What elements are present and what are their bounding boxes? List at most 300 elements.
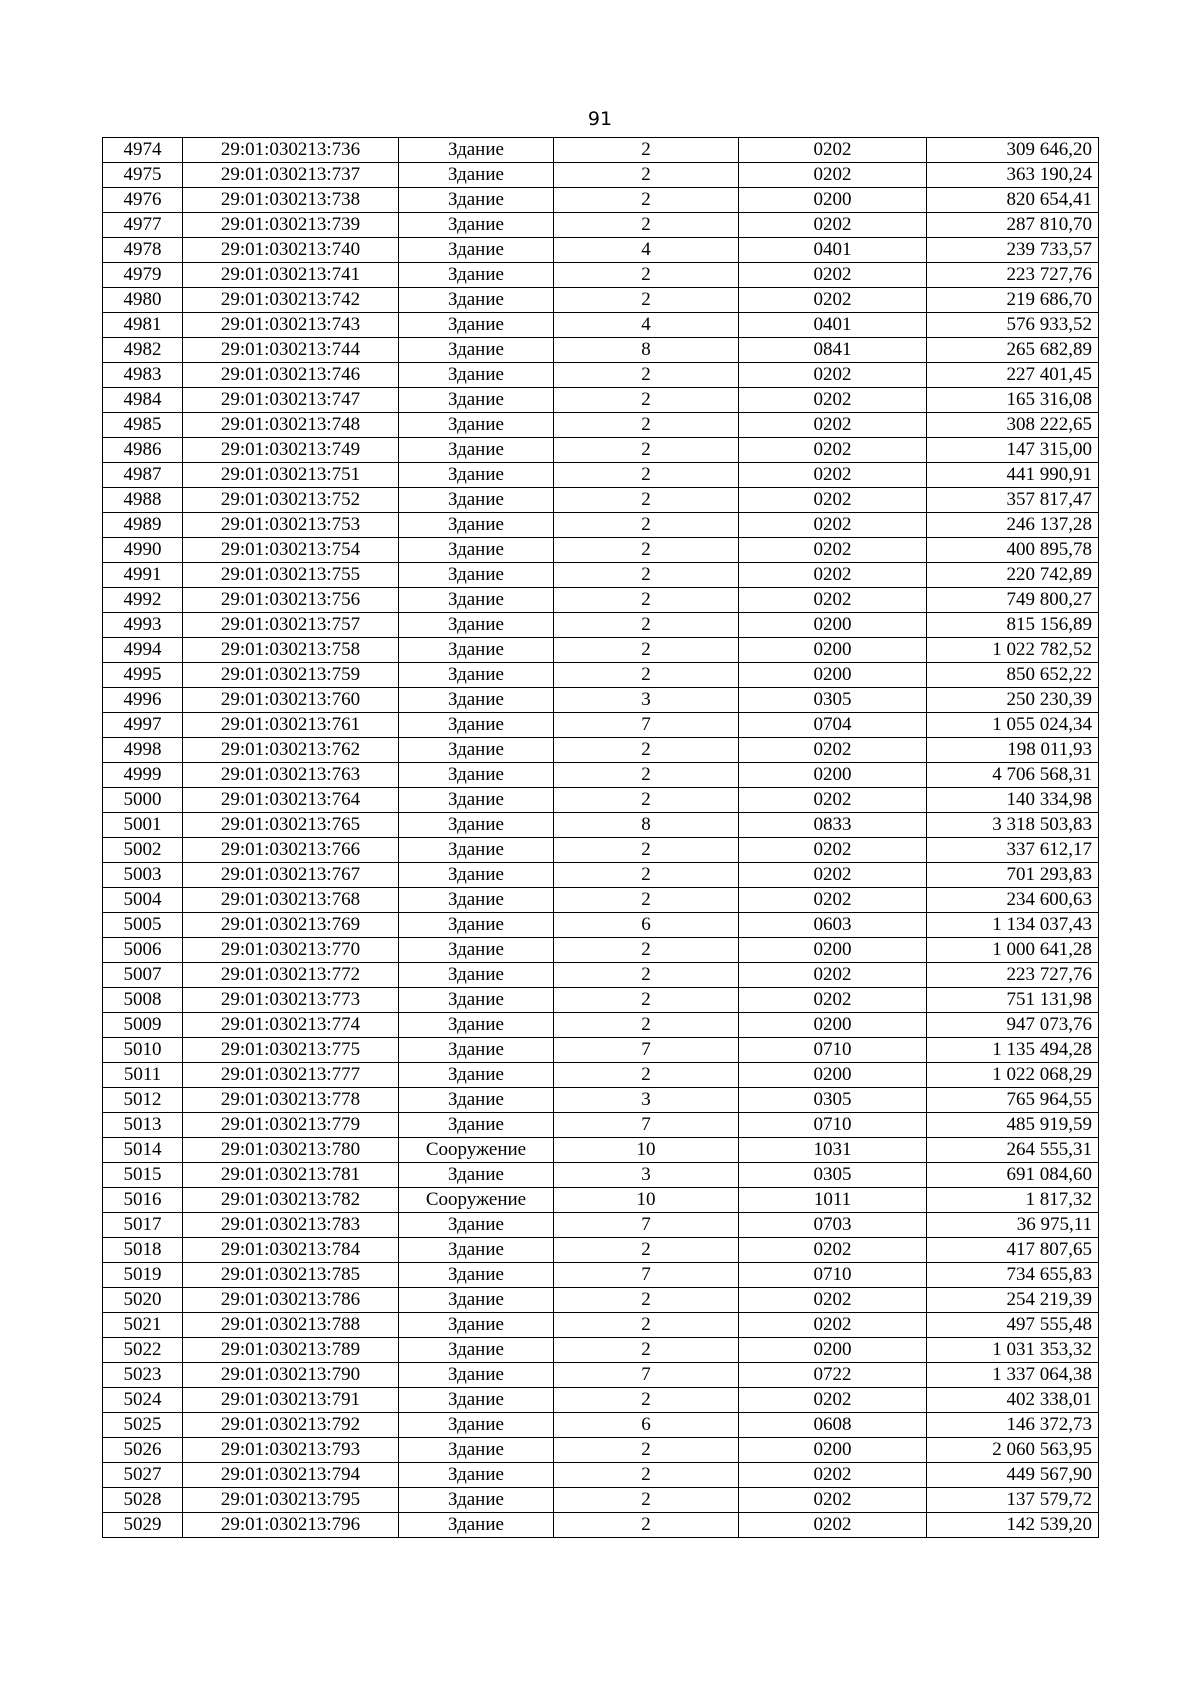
object-type-cell: Здание	[399, 638, 554, 663]
group-cell: 2	[554, 963, 739, 988]
subgroup-code-cell: 0202	[739, 463, 927, 488]
table-row	[103, 1013, 1099, 1038]
row-number-cell: 5020	[103, 1288, 183, 1313]
subgroup-code-cell: 0202	[739, 163, 927, 188]
cadastral-number-cell: 29:01:030213:761	[183, 713, 399, 738]
cadastral-number-cell: 29:01:030213:743	[183, 313, 399, 338]
cadastral-value-cell: 2 060 563,95	[927, 1438, 1099, 1463]
cadastral-number-cell: 29:01:030213:763	[183, 763, 399, 788]
row-number-cell: 5001	[103, 813, 183, 838]
subgroup-code-cell: 1011	[739, 1188, 927, 1213]
cadastral-value-cell: 691 084,60	[927, 1163, 1099, 1188]
row-number-cell: 5006	[103, 938, 183, 963]
row-number-cell: 5019	[103, 1263, 183, 1288]
group-cell: 2	[554, 663, 739, 688]
object-type-cell: Сооружение	[399, 1188, 554, 1213]
cadastral-value-cell: 734 655,83	[927, 1263, 1099, 1288]
subgroup-code-cell: 0202	[739, 788, 927, 813]
table-row	[103, 938, 1099, 963]
table-row	[103, 713, 1099, 738]
object-type-cell: Здание	[399, 1238, 554, 1263]
subgroup-code-cell: 0305	[739, 1088, 927, 1113]
cadastral-value-cell: 441 990,91	[927, 463, 1099, 488]
table-row	[103, 413, 1099, 438]
cadastral-number-cell: 29:01:030213:766	[183, 838, 399, 863]
table-row	[103, 1188, 1099, 1213]
cadastral-number-cell: 29:01:030213:762	[183, 738, 399, 763]
group-cell: 2	[554, 188, 739, 213]
object-type-cell: Здание	[399, 938, 554, 963]
group-cell: 3	[554, 1163, 739, 1188]
object-type-cell: Здание	[399, 513, 554, 538]
cadastral-value-cell: 165 316,08	[927, 388, 1099, 413]
cadastral-value-cell: 1 022 068,29	[927, 1063, 1099, 1088]
cadastral-number-cell: 29:01:030213:748	[183, 413, 399, 438]
cadastral-number-cell: 29:01:030213:794	[183, 1463, 399, 1488]
cadastral-value-cell: 137 579,72	[927, 1488, 1099, 1513]
table-row	[103, 513, 1099, 538]
cadastral-value-cell: 1 337 064,38	[927, 1363, 1099, 1388]
row-number-cell: 5014	[103, 1138, 183, 1163]
row-number-cell: 4999	[103, 763, 183, 788]
group-cell: 2	[554, 863, 739, 888]
cadastral-value-cell: 850 652,22	[927, 663, 1099, 688]
table-row	[103, 213, 1099, 238]
subgroup-code-cell: 0202	[739, 438, 927, 463]
table-row	[103, 1213, 1099, 1238]
cadastral-value-cell: 497 555,48	[927, 1313, 1099, 1338]
cadastral-value-cell: 449 567,90	[927, 1463, 1099, 1488]
group-cell: 2	[554, 438, 739, 463]
cadastral-value-cell: 400 895,78	[927, 538, 1099, 563]
row-number-cell: 5018	[103, 1238, 183, 1263]
group-cell: 2	[554, 1288, 739, 1313]
cadastral-number-cell: 29:01:030213:742	[183, 288, 399, 313]
group-cell: 2	[554, 1488, 739, 1513]
cadastral-value-cell: 223 727,76	[927, 963, 1099, 988]
cadastral-number-cell: 29:01:030213:774	[183, 1013, 399, 1038]
table-row	[103, 1463, 1099, 1488]
group-cell: 2	[554, 388, 739, 413]
table-row	[103, 1288, 1099, 1313]
table-row	[103, 1388, 1099, 1413]
row-number-cell: 5023	[103, 1363, 183, 1388]
table-row	[103, 338, 1099, 363]
table-row	[103, 688, 1099, 713]
group-cell: 2	[554, 538, 739, 563]
subgroup-code-cell: 0202	[739, 1513, 927, 1538]
group-cell: 2	[554, 1063, 739, 1088]
object-type-cell: Здание	[399, 1088, 554, 1113]
object-type-cell: Здание	[399, 1013, 554, 1038]
subgroup-code-cell: 0841	[739, 338, 927, 363]
subgroup-code-cell: 0703	[739, 1213, 927, 1238]
object-type-cell: Здание	[399, 413, 554, 438]
cadastral-number-cell: 29:01:030213:790	[183, 1363, 399, 1388]
cadastral-value-cell: 246 137,28	[927, 513, 1099, 538]
cadastral-number-cell: 29:01:030213:775	[183, 1038, 399, 1063]
object-type-cell: Здание	[399, 488, 554, 513]
cadastral-value-cell: 3 318 503,83	[927, 813, 1099, 838]
cadastral-number-cell: 29:01:030213:777	[183, 1063, 399, 1088]
row-number-cell: 5002	[103, 838, 183, 863]
group-cell: 2	[554, 1388, 739, 1413]
row-number-cell: 4985	[103, 413, 183, 438]
object-type-cell: Здание	[399, 863, 554, 888]
cadastral-number-cell: 29:01:030213:739	[183, 213, 399, 238]
subgroup-code-cell: 0202	[739, 1388, 927, 1413]
cadastral-value-cell: 815 156,89	[927, 613, 1099, 638]
group-cell: 2	[554, 1438, 739, 1463]
cadastral-number-cell: 29:01:030213:753	[183, 513, 399, 538]
table-row	[103, 163, 1099, 188]
object-type-cell: Здание	[399, 1388, 554, 1413]
cadastral-value-cell: 820 654,41	[927, 188, 1099, 213]
table-row	[103, 1313, 1099, 1338]
subgroup-code-cell: 0710	[739, 1263, 927, 1288]
object-type-cell: Здание	[399, 888, 554, 913]
group-cell: 2	[554, 838, 739, 863]
object-type-cell: Здание	[399, 163, 554, 188]
cadastral-number-cell: 29:01:030213:767	[183, 863, 399, 888]
group-cell: 2	[554, 888, 739, 913]
object-type-cell: Здание	[399, 838, 554, 863]
cadastral-number-cell: 29:01:030213:757	[183, 613, 399, 638]
cadastral-number-cell: 29:01:030213:736	[183, 138, 399, 163]
cadastral-value-cell: 223 727,76	[927, 263, 1099, 288]
cadastral-value-cell: 250 230,39	[927, 688, 1099, 713]
cadastral-number-cell: 29:01:030213:755	[183, 563, 399, 588]
object-type-cell: Здание	[399, 213, 554, 238]
group-cell: 2	[554, 488, 739, 513]
cadastral-number-cell: 29:01:030213:770	[183, 938, 399, 963]
cadastral-value-cell: 357 817,47	[927, 488, 1099, 513]
table-row	[103, 788, 1099, 813]
row-number-cell: 4988	[103, 488, 183, 513]
subgroup-code-cell: 0833	[739, 813, 927, 838]
row-number-cell: 4993	[103, 613, 183, 638]
cadastral-number-cell: 29:01:030213:765	[183, 813, 399, 838]
cadastral-number-cell: 29:01:030213:752	[183, 488, 399, 513]
row-number-cell: 4992	[103, 588, 183, 613]
subgroup-code-cell: 0200	[739, 1338, 927, 1363]
table-row	[103, 1338, 1099, 1363]
row-number-cell: 5026	[103, 1438, 183, 1463]
group-cell: 2	[554, 988, 739, 1013]
cadastral-value-cell: 1 031 353,32	[927, 1338, 1099, 1363]
group-cell: 2	[554, 1238, 739, 1263]
page-number: 91	[587, 108, 613, 130]
group-cell: 2	[554, 738, 739, 763]
group-cell: 2	[554, 788, 739, 813]
table-row	[103, 1163, 1099, 1188]
row-number-cell: 5025	[103, 1413, 183, 1438]
table-row	[103, 913, 1099, 938]
object-type-cell: Здание	[399, 1413, 554, 1438]
group-cell: 6	[554, 913, 739, 938]
cadastral-value-cell: 4 706 568,31	[927, 763, 1099, 788]
subgroup-code-cell: 0722	[739, 1363, 927, 1388]
group-cell: 2	[554, 1338, 739, 1363]
cadastral-value-cell: 287 810,70	[927, 213, 1099, 238]
row-number-cell: 4974	[103, 138, 183, 163]
table-row	[103, 738, 1099, 763]
cadastral-number-cell: 29:01:030213:793	[183, 1438, 399, 1463]
subgroup-code-cell: 0202	[739, 288, 927, 313]
table-row	[103, 963, 1099, 988]
object-type-cell: Здание	[399, 588, 554, 613]
cadastral-number-cell: 29:01:030213:756	[183, 588, 399, 613]
subgroup-code-cell: 0200	[739, 1438, 927, 1463]
group-cell: 2	[554, 463, 739, 488]
row-number-cell: 4994	[103, 638, 183, 663]
object-type-cell: Здание	[399, 138, 554, 163]
cadastral-number-cell: 29:01:030213:772	[183, 963, 399, 988]
table-row	[103, 188, 1099, 213]
table-row	[103, 813, 1099, 838]
object-type-cell: Здание	[399, 763, 554, 788]
group-cell: 2	[554, 1513, 739, 1538]
object-type-cell: Здание	[399, 1488, 554, 1513]
row-number-cell: 4976	[103, 188, 183, 213]
row-number-cell: 4998	[103, 738, 183, 763]
row-number-cell: 5011	[103, 1063, 183, 1088]
group-cell: 2	[554, 288, 739, 313]
object-type-cell: Здание	[399, 388, 554, 413]
object-type-cell: Здание	[399, 1338, 554, 1363]
object-type-cell: Здание	[399, 313, 554, 338]
subgroup-code-cell: 1031	[739, 1138, 927, 1163]
object-type-cell: Сооружение	[399, 1138, 554, 1163]
table-row	[103, 363, 1099, 388]
subgroup-code-cell: 0401	[739, 238, 927, 263]
object-type-cell: Здание	[399, 1288, 554, 1313]
group-cell: 2	[554, 1463, 739, 1488]
row-number-cell: 5013	[103, 1113, 183, 1138]
row-number-cell: 5016	[103, 1188, 183, 1213]
cadastral-value-cell: 749 800,27	[927, 588, 1099, 613]
row-number-cell: 4979	[103, 263, 183, 288]
cadastral-value-cell: 1 022 782,52	[927, 638, 1099, 663]
group-cell: 7	[554, 1363, 739, 1388]
table-row	[103, 863, 1099, 888]
row-number-cell: 5000	[103, 788, 183, 813]
subgroup-code-cell: 0202	[739, 563, 927, 588]
cadastral-value-cell: 1 055 024,34	[927, 713, 1099, 738]
cadastral-number-cell: 29:01:030213:744	[183, 338, 399, 363]
row-number-cell: 5005	[103, 913, 183, 938]
group-cell: 2	[554, 763, 739, 788]
table-row	[103, 888, 1099, 913]
cadastral-number-cell: 29:01:030213:740	[183, 238, 399, 263]
subgroup-code-cell: 0202	[739, 263, 927, 288]
subgroup-code-cell: 0710	[739, 1038, 927, 1063]
table-row	[103, 638, 1099, 663]
object-type-cell: Здание	[399, 438, 554, 463]
cadastral-number-cell: 29:01:030213:788	[183, 1313, 399, 1338]
subgroup-code-cell: 0608	[739, 1413, 927, 1438]
table-row	[103, 663, 1099, 688]
table-row	[103, 238, 1099, 263]
cadastral-number-cell: 29:01:030213:749	[183, 438, 399, 463]
table-row	[103, 613, 1099, 638]
cadastral-value-table	[102, 137, 1099, 1538]
object-type-cell: Здание	[399, 463, 554, 488]
cadastral-value-cell: 36 975,11	[927, 1213, 1099, 1238]
table-row	[103, 1238, 1099, 1263]
subgroup-code-cell: 0305	[739, 1163, 927, 1188]
cadastral-value-cell: 309 646,20	[927, 138, 1099, 163]
table-row	[103, 988, 1099, 1013]
cadastral-value-cell: 576 933,52	[927, 313, 1099, 338]
row-number-cell: 4997	[103, 713, 183, 738]
subgroup-code-cell: 0202	[739, 388, 927, 413]
cadastral-value-cell: 227 401,45	[927, 363, 1099, 388]
table-row	[103, 1113, 1099, 1138]
cadastral-value-cell: 239 733,57	[927, 238, 1099, 263]
subgroup-code-cell: 0202	[739, 538, 927, 563]
cadastral-number-cell: 29:01:030213:785	[183, 1263, 399, 1288]
subgroup-code-cell: 0401	[739, 313, 927, 338]
table-row	[103, 1413, 1099, 1438]
cadastral-value-cell: 142 539,20	[927, 1513, 1099, 1538]
row-number-cell: 5003	[103, 863, 183, 888]
cadastral-value-cell: 1 000 641,28	[927, 938, 1099, 963]
table-row	[103, 1088, 1099, 1113]
object-type-cell: Здание	[399, 363, 554, 388]
subgroup-code-cell: 0202	[739, 413, 927, 438]
row-number-cell: 5008	[103, 988, 183, 1013]
group-cell: 4	[554, 238, 739, 263]
group-cell: 7	[554, 1213, 739, 1238]
cadastral-value-cell: 220 742,89	[927, 563, 1099, 588]
row-number-cell: 5012	[103, 1088, 183, 1113]
row-number-cell: 5007	[103, 963, 183, 988]
cadastral-number-cell: 29:01:030213:779	[183, 1113, 399, 1138]
group-cell: 2	[554, 263, 739, 288]
cadastral-value-cell: 265 682,89	[927, 338, 1099, 363]
cadastral-number-cell: 29:01:030213:768	[183, 888, 399, 913]
group-cell: 2	[554, 938, 739, 963]
object-type-cell: Здание	[399, 1113, 554, 1138]
table-row	[103, 488, 1099, 513]
group-cell: 7	[554, 1038, 739, 1063]
object-type-cell: Здание	[399, 613, 554, 638]
object-type-cell: Здание	[399, 713, 554, 738]
group-cell: 7	[554, 1113, 739, 1138]
object-type-cell: Здание	[399, 788, 554, 813]
cadastral-value-cell: 219 686,70	[927, 288, 1099, 313]
subgroup-code-cell: 0200	[739, 188, 927, 213]
row-number-cell: 5021	[103, 1313, 183, 1338]
object-type-cell: Здание	[399, 1438, 554, 1463]
cadastral-number-cell: 29:01:030213:747	[183, 388, 399, 413]
row-number-cell: 4991	[103, 563, 183, 588]
group-cell: 2	[554, 613, 739, 638]
cadastral-value-cell: 947 073,76	[927, 1013, 1099, 1038]
object-type-cell: Здание	[399, 563, 554, 588]
row-number-cell: 4986	[103, 438, 183, 463]
group-cell: 2	[554, 638, 739, 663]
subgroup-code-cell: 0202	[739, 1238, 927, 1263]
group-cell: 7	[554, 1263, 739, 1288]
row-number-cell: 4980	[103, 288, 183, 313]
table-row	[103, 1063, 1099, 1088]
group-cell: 6	[554, 1413, 739, 1438]
cadastral-number-cell: 29:01:030213:784	[183, 1238, 399, 1263]
group-cell: 2	[554, 1013, 739, 1038]
subgroup-code-cell: 0202	[739, 213, 927, 238]
cadastral-value-cell: 254 219,39	[927, 1288, 1099, 1313]
cadastral-number-cell: 29:01:030213:741	[183, 263, 399, 288]
cadastral-value-cell: 417 807,65	[927, 1238, 1099, 1263]
group-cell: 3	[554, 688, 739, 713]
object-type-cell: Здание	[399, 263, 554, 288]
cadastral-number-cell: 29:01:030213:758	[183, 638, 399, 663]
subgroup-code-cell: 0202	[739, 1463, 927, 1488]
table-row	[103, 1038, 1099, 1063]
object-type-cell: Здание	[399, 913, 554, 938]
table-body	[103, 138, 1099, 1538]
cadastral-value-cell: 701 293,83	[927, 863, 1099, 888]
cadastral-number-cell: 29:01:030213:778	[183, 1088, 399, 1113]
object-type-cell: Здание	[399, 288, 554, 313]
subgroup-code-cell: 0202	[739, 1288, 927, 1313]
table-row	[103, 563, 1099, 588]
row-number-cell: 5009	[103, 1013, 183, 1038]
row-number-cell: 4990	[103, 538, 183, 563]
table-row	[103, 763, 1099, 788]
cadastral-value-cell: 147 315,00	[927, 438, 1099, 463]
cadastral-number-cell: 29:01:030213:783	[183, 1213, 399, 1238]
cadastral-number-cell: 29:01:030213:789	[183, 1338, 399, 1363]
subgroup-code-cell: 0200	[739, 763, 927, 788]
table-row	[103, 313, 1099, 338]
cadastral-value-cell: 485 919,59	[927, 1113, 1099, 1138]
subgroup-code-cell: 0202	[739, 588, 927, 613]
object-type-cell: Здание	[399, 963, 554, 988]
cadastral-number-cell: 29:01:030213:781	[183, 1163, 399, 1188]
cadastral-number-cell: 29:01:030213:760	[183, 688, 399, 713]
group-cell: 2	[554, 563, 739, 588]
group-cell: 2	[554, 1313, 739, 1338]
table-row	[103, 463, 1099, 488]
object-type-cell: Здание	[399, 1163, 554, 1188]
cadastral-number-cell: 29:01:030213:738	[183, 188, 399, 213]
cadastral-value-cell: 363 190,24	[927, 163, 1099, 188]
object-type-cell: Здание	[399, 1313, 554, 1338]
subgroup-code-cell: 0200	[739, 638, 927, 663]
subgroup-code-cell: 0202	[739, 888, 927, 913]
row-number-cell: 4984	[103, 388, 183, 413]
group-cell: 2	[554, 163, 739, 188]
cadastral-number-cell: 29:01:030213:737	[183, 163, 399, 188]
cadastral-number-cell: 29:01:030213:764	[183, 788, 399, 813]
subgroup-code-cell: 0305	[739, 688, 927, 713]
cadastral-number-cell: 29:01:030213:792	[183, 1413, 399, 1438]
cadastral-value-cell: 337 612,17	[927, 838, 1099, 863]
subgroup-code-cell: 0202	[739, 988, 927, 1013]
row-number-cell: 5024	[103, 1388, 183, 1413]
table-row	[103, 538, 1099, 563]
group-cell: 8	[554, 338, 739, 363]
object-type-cell: Здание	[399, 188, 554, 213]
group-cell: 2	[554, 363, 739, 388]
object-type-cell: Здание	[399, 1213, 554, 1238]
subgroup-code-cell: 0202	[739, 138, 927, 163]
row-number-cell: 4995	[103, 663, 183, 688]
table-row	[103, 588, 1099, 613]
